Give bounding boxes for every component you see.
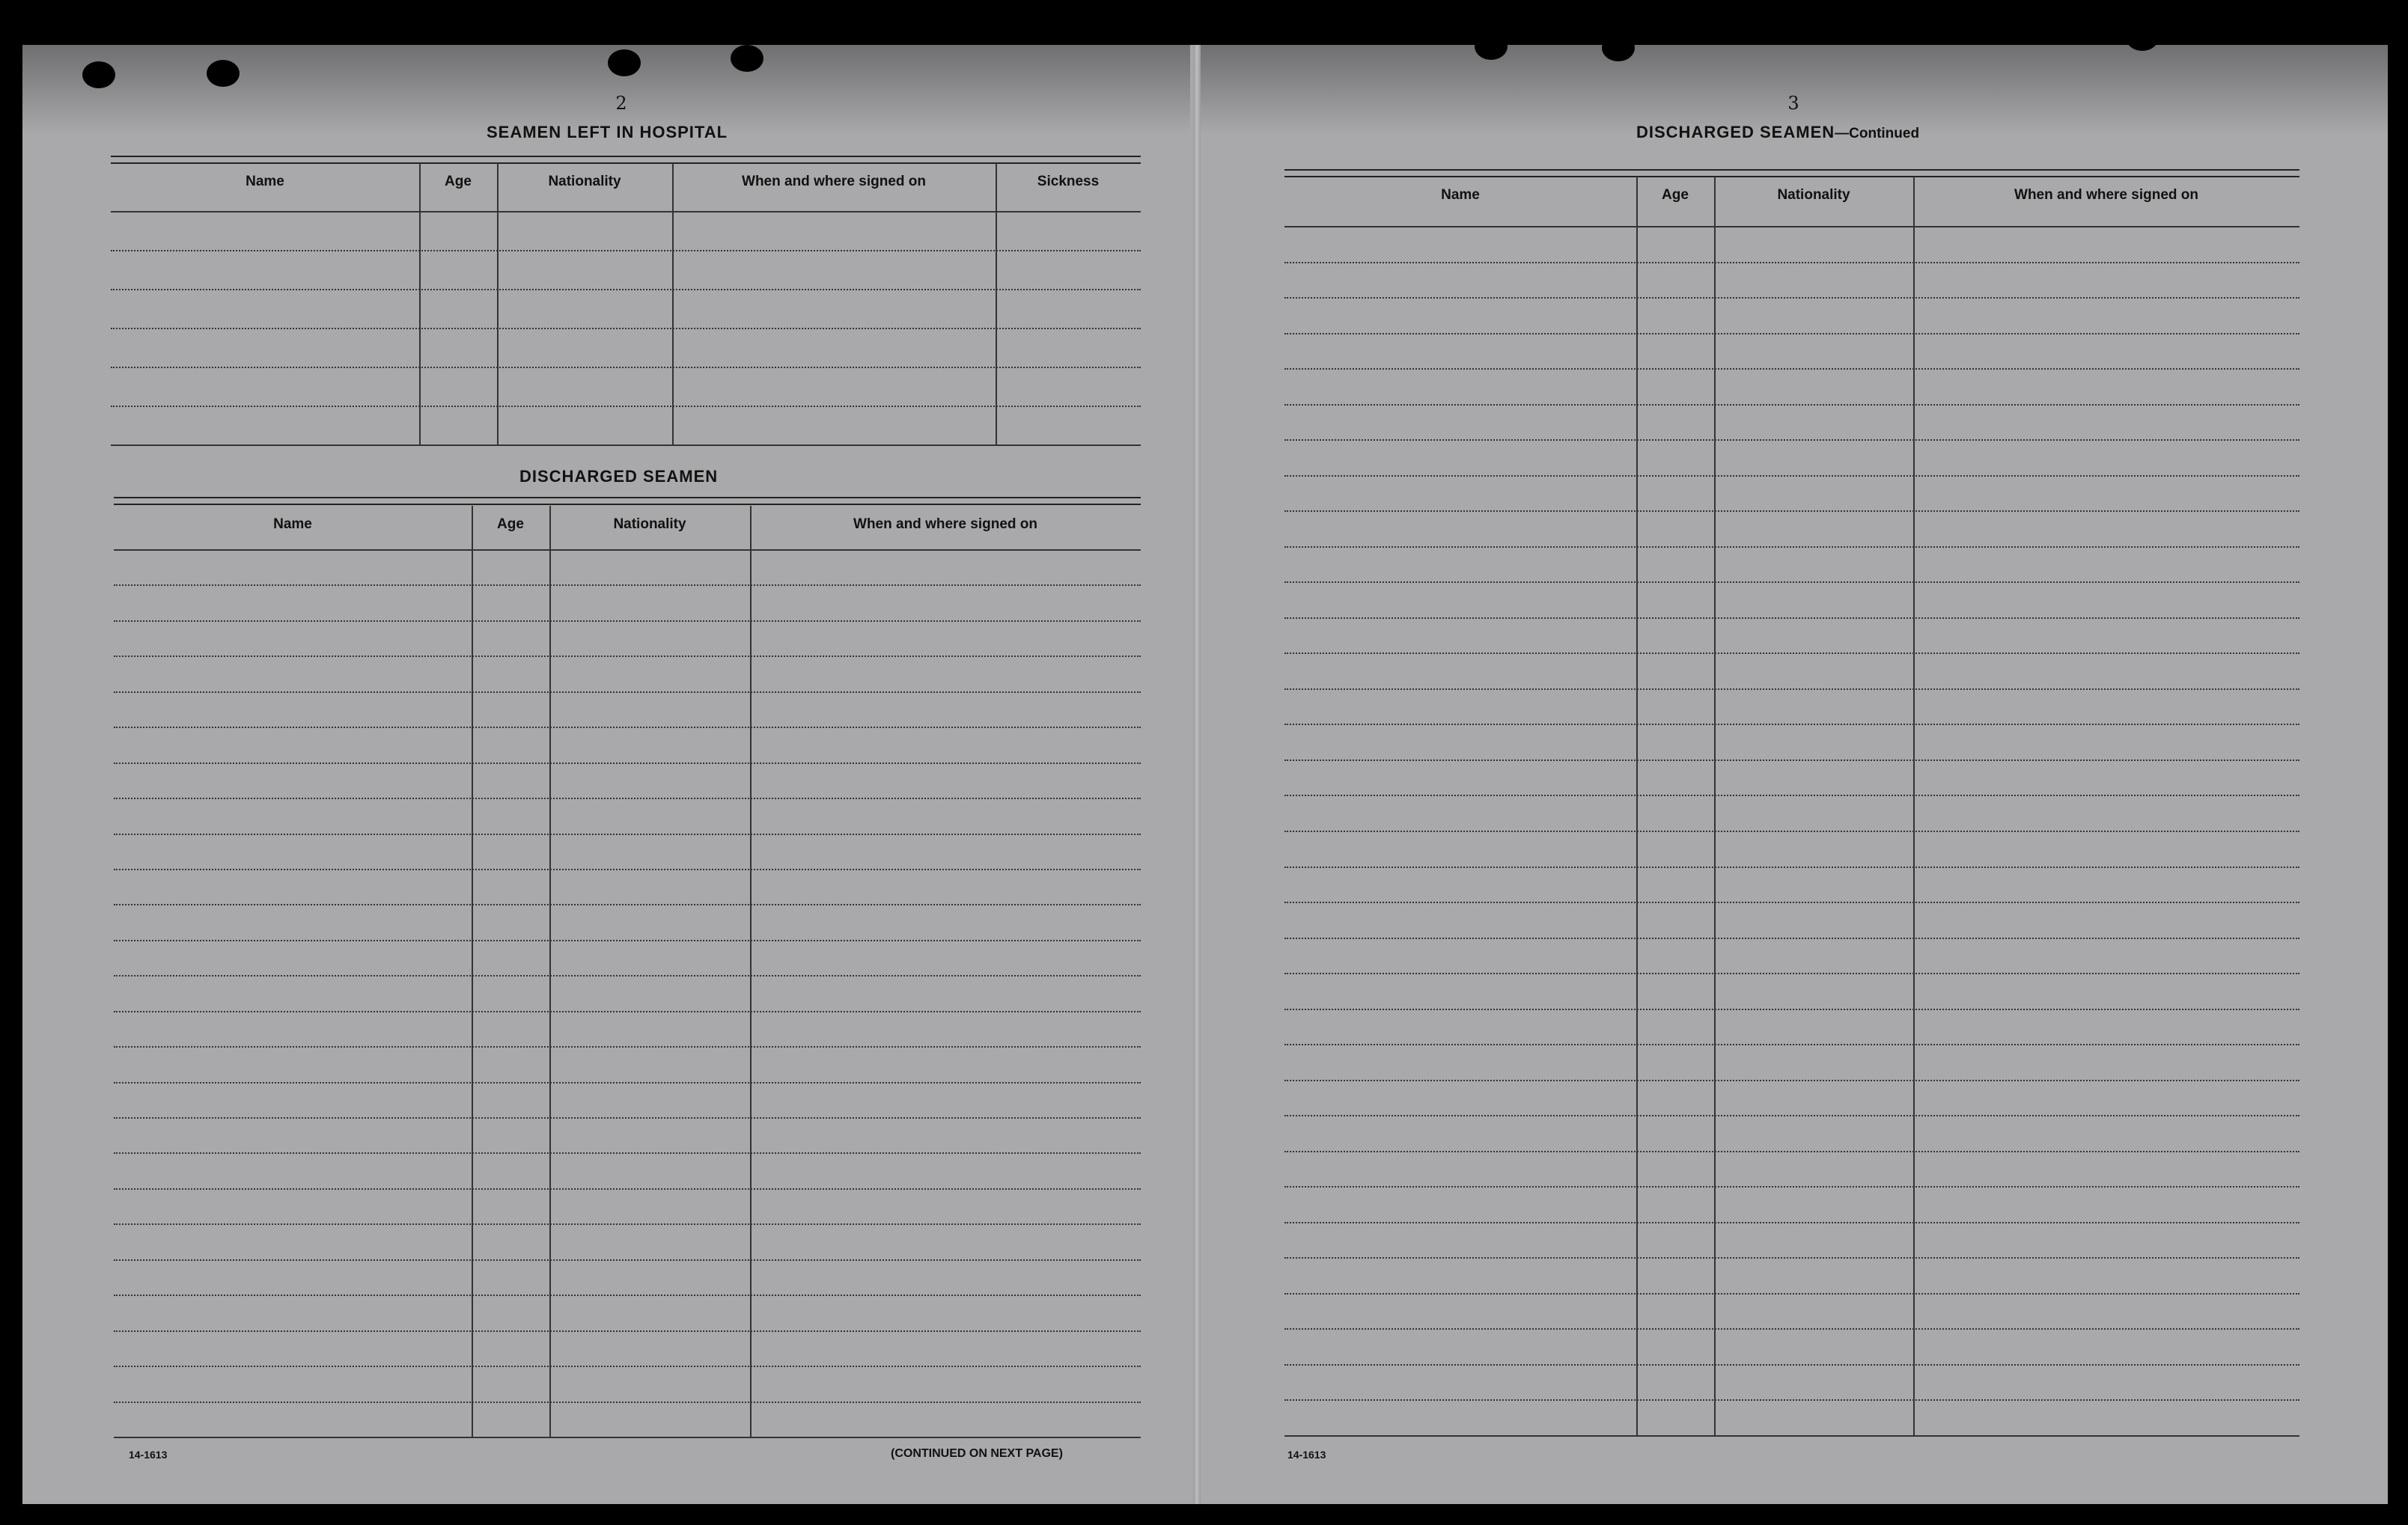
table-row-line: [1284, 1328, 2299, 1330]
table-row-line: [1284, 795, 2299, 796]
table-row-line: [1284, 1044, 2299, 1045]
continued-section-title: [1636, 123, 1919, 142]
table-row-line: [114, 1402, 1141, 1403]
table-row-line: [1284, 368, 2299, 370]
table-row-line: [1284, 653, 2299, 654]
center-fold: [1193, 45, 1201, 1504]
column-header-nationality: Nationality: [613, 516, 686, 532]
column-header-nationality: Nationality: [548, 174, 621, 189]
table-row-line: [114, 620, 1141, 622]
table-row-line: [114, 1117, 1141, 1119]
form-number: 14-1613: [1287, 1449, 1326, 1461]
punch-hole: [731, 45, 763, 72]
table-row-line: [114, 727, 1141, 728]
table-row-line: [1284, 724, 2299, 725]
column-header-age: Age: [1662, 187, 1689, 203]
table-row-line: [114, 1437, 1141, 1438]
table-row-line: [1284, 1435, 2299, 1437]
table-row-line: [1284, 297, 2299, 299]
table-row-line: [114, 834, 1141, 835]
column-divider: [1636, 177, 1638, 1435]
table-row-line: [114, 904, 1141, 905]
table-row-line: [1284, 831, 2299, 832]
table-row-line: [1284, 1151, 2299, 1152]
table-row-line: [1284, 688, 2299, 690]
punch-hole: [207, 60, 240, 87]
header-rule: [114, 549, 1141, 551]
table-row-line: [1284, 1009, 2299, 1010]
table-row-line: [1284, 1364, 2299, 1366]
table-row-line: [114, 1011, 1141, 1012]
discharged-section-title: DISCHARGED SEAMEN: [519, 467, 719, 486]
hospital-section-title: SEAMEN LEFT IN HOSPITAL: [487, 123, 728, 141]
double-rule: [111, 156, 1141, 164]
table-row-line: [1284, 581, 2299, 583]
column-divider: [1714, 177, 1716, 1435]
table-row-line: [1284, 617, 2299, 619]
table-row-line: [114, 940, 1141, 941]
table-row-line: [114, 584, 1141, 586]
title-suffix: —Continued: [1835, 126, 1920, 141]
column-divider: [549, 506, 551, 1437]
table-row-line: [1284, 475, 2299, 477]
table-row-line: [114, 1330, 1141, 1332]
continued-note: (CONTINUED ON NEXT PAGE): [891, 1447, 1063, 1460]
page-number: 3: [1787, 93, 1799, 114]
column-divider: [672, 163, 674, 444]
header-rule: [1284, 226, 2299, 227]
table-row-line: [1284, 262, 2299, 263]
table-row-line: [1284, 510, 2299, 512]
paper-sheet: [22, 45, 2388, 1504]
table-row-line: [114, 762, 1141, 764]
scan-shadow-left: [22, 45, 1190, 135]
table-row-line: [114, 1082, 1141, 1084]
table-row-line: [1284, 973, 2299, 974]
column-header-name: Name: [1441, 187, 1480, 203]
table-row-line: [1284, 902, 2299, 903]
table-row-line: [114, 1223, 1141, 1225]
table-row-line: [114, 1366, 1141, 1367]
column-divider: [419, 163, 421, 444]
table-row-line: [1284, 404, 2299, 406]
double-rule: [114, 497, 1141, 505]
table-row-line: [1284, 1399, 2299, 1401]
table-row-line: [111, 328, 1141, 329]
title-main: DISCHARGED SEAMEN: [1636, 123, 1835, 141]
form-number: 14-1613: [129, 1449, 168, 1461]
column-divider: [472, 506, 473, 1437]
table-row-line: [114, 1046, 1141, 1048]
table-row-line: [111, 444, 1141, 446]
column-header-sickness: Sickness: [1037, 174, 1100, 189]
table-row-line: [114, 975, 1141, 977]
table-row-line: [111, 406, 1141, 407]
table-row-line: [111, 289, 1141, 290]
table-row-line: [114, 869, 1141, 870]
table-row-line: [1284, 546, 2299, 548]
column-header-age: Age: [445, 174, 472, 189]
table-row-line: [1284, 1115, 2299, 1116]
punch-hole: [82, 61, 115, 88]
table-row-line: [114, 798, 1141, 799]
column-divider: [750, 506, 752, 1437]
table-row-line: [1284, 1186, 2299, 1188]
punch-hole: [2126, 24, 2159, 51]
scan-shadow-right: [1198, 45, 2388, 135]
page-number: 2: [615, 93, 627, 114]
table-row-line: [114, 1295, 1141, 1296]
table-row-line: [1284, 938, 2299, 939]
table-row-line: [1284, 867, 2299, 868]
table-row-line: [1284, 333, 2299, 334]
table-row-line: [114, 1152, 1141, 1154]
table-row-line: [114, 1188, 1141, 1190]
table-row-line: [1284, 760, 2299, 761]
table-row-line: [1284, 1257, 2299, 1259]
table-row-line: [1284, 439, 2299, 441]
punch-hole: [1602, 34, 1635, 61]
table-row-line: [1284, 1293, 2299, 1295]
column-header-when-and-where-signed-on: When and where signed on: [853, 516, 1037, 532]
column-divider: [1913, 177, 1915, 1435]
punch-hole: [608, 49, 641, 76]
table-row-line: [111, 250, 1141, 251]
column-header-when-and-where-signed-on: When and where signed on: [742, 174, 926, 189]
punch-hole: [1475, 33, 1508, 60]
column-header-name: Name: [246, 174, 284, 189]
table-row-line: [1284, 1080, 2299, 1081]
column-header-name: Name: [273, 516, 312, 532]
column-divider: [996, 163, 997, 444]
table-row-line: [114, 691, 1141, 693]
column-divider: [497, 163, 499, 444]
table-row-line: [114, 655, 1141, 657]
table-row-line: [111, 367, 1141, 368]
column-header-when-and-where-signed-on: When and where signed on: [2014, 187, 2198, 203]
column-header-nationality: Nationality: [1777, 187, 1850, 203]
table-row-line: [114, 1259, 1141, 1261]
column-header-age: Age: [497, 516, 524, 532]
table-row-line: [1284, 1222, 2299, 1223]
header-rule: [111, 211, 1141, 213]
double-rule: [1284, 169, 2299, 177]
